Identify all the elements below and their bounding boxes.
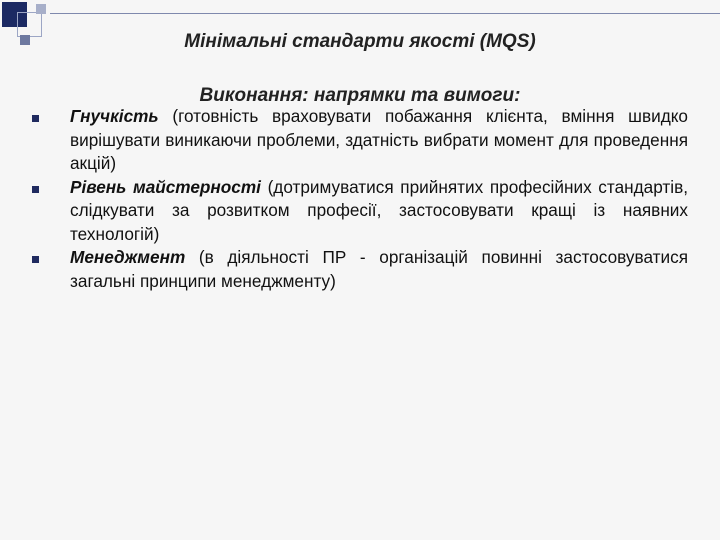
list-item	[28, 105, 688, 176]
list-item	[28, 176, 688, 247]
item-text: (в діяльності ПР - організацій повинні застосовуватися загальні принципи менеджменту)	[70, 247, 688, 291]
item-term: Гнучкість	[70, 106, 159, 126]
list-item	[28, 246, 688, 293]
item-text: (готовність враховувати побажання клієнта, вміння швидко вирішувати виникаючи проблеми, здатність вибрати момент для проведення акцій)	[70, 106, 688, 173]
slide-subtitle: Виконання: напрямки та вимоги:	[199, 85, 521, 106]
item-term: Рівень майстерності	[70, 176, 261, 197]
item-term: Менеджмент	[70, 247, 186, 267]
item-text: (дотримуватися прийнятих професійних стандартів, слідкувати за розвитком професії, застосовувати кращі із наявних технологій)	[70, 176, 688, 244]
decor-square-light	[36, 4, 46, 14]
header-rule	[50, 13, 720, 14]
requirements-list	[28, 105, 688, 293]
bullet-square-icon	[32, 186, 39, 193]
slide-title: Мінімальні стандарти якості (MQS)	[184, 31, 536, 52]
bullet-square-icon	[32, 115, 39, 122]
bullet-square-icon	[32, 256, 39, 263]
